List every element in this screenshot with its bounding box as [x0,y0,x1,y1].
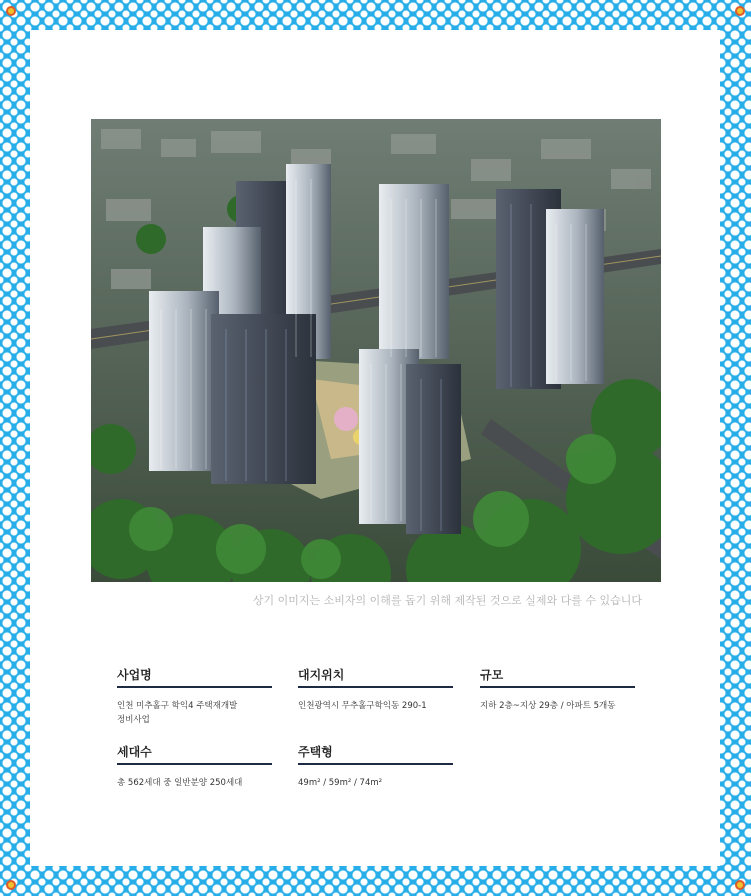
info-project-name [117,664,272,727]
info-scale [480,664,635,713]
corner-ornament-icon [735,880,745,890]
info-value: 인천광역시 무추홀구학익동 290-1 [298,701,427,711]
info-site-location [298,664,453,713]
info-unit-types [298,741,453,790]
info-divider [480,686,635,688]
info-value: 인천 미추홀구 학익4 주택재개발 정비사업 [117,701,238,725]
corner-ornament-icon [735,6,745,16]
corner-ornament-icon [6,6,16,16]
apartment-complex-rendering [91,119,661,582]
image-disclaimer-caption: 상기 이미지는 소비자의 이해를 돕기 위해 제작된 것으로 실제와 다를 수 있습니다 [252,594,642,607]
info-value: 49m² / 59m² / 74m² [298,778,383,788]
info-label: 세대수 [117,745,152,759]
info-households [117,741,272,790]
corner-ornament-icon [6,880,16,890]
info-divider [298,686,453,688]
content-panel [30,30,720,866]
info-label: 사업명 [117,668,152,682]
info-divider [117,686,272,688]
info-label: 규모 [480,668,504,682]
info-divider [298,763,453,765]
info-divider [117,763,272,765]
info-value: 지하 2층~지상 29층 / 아파트 5개동 [480,701,616,711]
info-value: 총 562세대 중 일반분양 250세대 [117,778,243,788]
info-label: 주택형 [298,745,333,759]
info-label: 대지위치 [298,668,345,682]
